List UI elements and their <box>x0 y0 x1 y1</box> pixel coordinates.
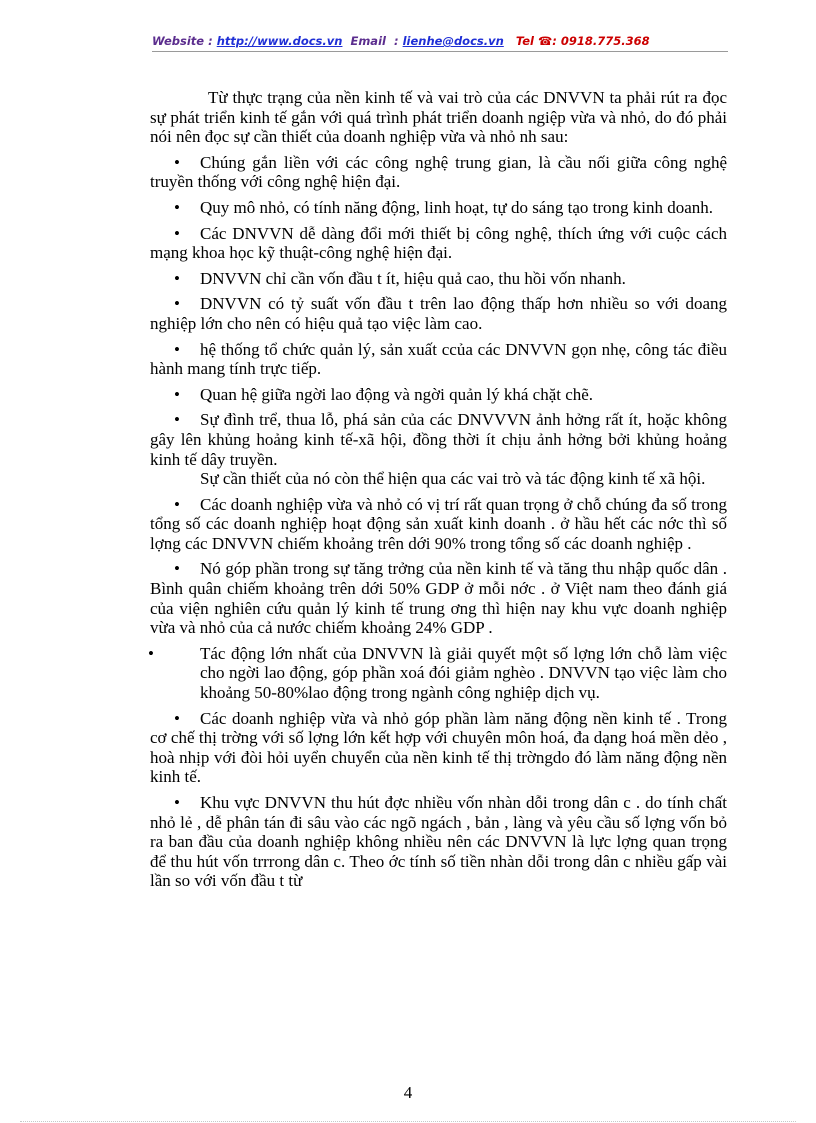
bullet-icon: • <box>174 223 180 243</box>
header-rule <box>152 51 728 52</box>
bullet-text: Các doanh nghiệp vừa và nhỏ có vị trí rất quan trọng ở chỗ chúng đa số trong tổng số các doanh nghiệp hoạt động sản xuất kinh doanh . ở hầu hết các nớc thì số lợng các DNVVN chiếm khoảng trên dới 90% trong tổng số các doanh nghiệp . <box>150 494 727 553</box>
bullet-text: Sự đình trể, thua lỗ, phá sản của các DNVVVN ảnh hởng rất ít, hoặc không gây lên khủng hoảng kinh tế-xã hội, đồng thời ít chịu ảnh hởng bởi khủng hoảng kinh tế dây truyền. <box>150 410 727 469</box>
email-link[interactable]: lienhe@docs.vn <box>402 34 504 48</box>
document-body <box>150 88 727 891</box>
bullet-item <box>150 153 727 192</box>
bullet-icon: • <box>174 708 180 728</box>
bullet-icon: • <box>174 339 180 359</box>
page-header <box>152 34 728 48</box>
tel-label: Tel <box>515 34 534 48</box>
bullet-text: DNVVN có tỷ suất vốn đầu t trên lao động thấp hơn nhiều so với doang nghiệp lớn cho nên có hiệu quả tạo việc làm cao. <box>150 294 727 333</box>
bullet-text: Quan hệ giữa ngời lao động và ngời quản lý khá chặt chẽ. <box>200 384 594 404</box>
bullet-text: Chúng gắn liền với các công nghệ trung gian, là cầu nối giữa công nghệ truyền thống với công nghệ hiện đại. <box>150 152 727 192</box>
mid-paragraph: Sự cần thiết của nó còn thể hiện qua các vai trò và tác động kinh tế xã hội. <box>200 469 706 489</box>
bullet-text: Nó góp phần trong sự tăng trởng của nền kinh tế và tăng thu nhập quốc dân . Bình quân chiếm khoảng trên dới 50% GDP ở mỗi nớc . ở Việt nam theo đánh giá của viện nghiên cứu quản lý kinh tế trung ơng thì hiện nay khu vực doanh nghiệp vừa và nhỏ của cả nước chiếm khoảng 24% GDP . <box>150 559 727 638</box>
bullet-item <box>150 385 727 405</box>
footer-rule <box>20 1121 796 1122</box>
bullet-icon: • <box>174 197 180 217</box>
bullet-item <box>150 198 727 218</box>
bullet-item <box>150 709 727 787</box>
email-label: Email <box>350 34 386 48</box>
bullet-item <box>150 269 727 289</box>
bullet-text: Tác động lớn nhất của DNVVN là giải quyết một số lợng lớn chỗ làm việc cho ngời lao động, góp phần xoá đói giảm nghèo . DNVVN tạo việc làm cho khoảng 50-80%lao động trong ngành công nghiệp dịch vụ. <box>200 643 727 703</box>
bullet-item <box>150 340 727 379</box>
page-number: 4 <box>403 1083 413 1102</box>
bullet-text: DNVVN chỉ cần vốn đầu t ít, hiệu quả cao, thu hồi vốn nhanh. <box>200 268 626 288</box>
email-separator: : <box>393 34 399 48</box>
intro-paragraph: Từ thực trạng của nền kinh tế và vai trò của các DNVVN ta phải rút ra đọc sự phát triển kinh tế gắn với quá trình phát triển doanh ngiệp vừa và nhỏ, do đó phải nói nên đọc sự cần thiết của doanh nghiệp vừa và nhỏ nh sau: <box>150 88 727 147</box>
website-label: Website : <box>152 34 213 48</box>
bullet-icon: • <box>174 494 180 514</box>
bullet-icon: • <box>174 410 180 430</box>
bullet-icon: • <box>174 559 180 579</box>
bullet-icon: • <box>174 152 180 172</box>
bullet-text: hệ thống tổ chức quản lý, sản xuất ccủa các DNVVN gọn nhẹ, công tác điều hành mang tính trực tiếp. <box>150 339 727 379</box>
bullet-item <box>150 294 727 333</box>
bullet-item <box>150 559 727 637</box>
bullet-icon: • <box>174 268 180 288</box>
bullet-icon: • <box>148 643 154 663</box>
bullet-item <box>150 793 727 891</box>
bullet-item <box>150 224 727 263</box>
bullet-text: Quy mô nhỏ, có tính năng động, linh hoạt, tự do sáng tạo trong kinh doanh. <box>200 197 714 217</box>
bullet-icon: • <box>174 294 180 314</box>
phone-icon: ☎ <box>537 34 553 48</box>
bullet-text: Khu vực DNVVN thu hút đợc nhiều vốn nhàn dỗi trong dân c . do tính chất nhỏ lẻ , dễ phân tán đi sâu vào các ngõ ngách , bản , làng và yêu cầu số lợng vốn bỏ ra ban đầu của doanh nghiệp không nhiều nên các DNVVN là lực lợng quan trọng để thu hút vốn trrrong dân c. Theo ớc tính số tiền nhàn dỗi trong dân c nhiều gấp vài lần so với vốn đầu t từ <box>150 793 727 891</box>
bullet-item <box>150 644 727 703</box>
bullet-item <box>150 495 727 554</box>
bullet-icon: • <box>174 793 180 812</box>
website-link[interactable]: http://www.docs.vn <box>216 34 343 48</box>
tel-number: : 0918.775.368 <box>552 34 650 48</box>
bullet-text: Các doanh nghiệp vừa và nhỏ góp phần làm năng động nền kinh tế . Trong cơ chế thị trờng với số lợng lớn kết hợp với chuyên môn hoá, đa dạng hoá mền dẻo , hoà nhịp với đòi hỏi uyển chuyển của nền kinh tế thị trờngdo đó làm năng động nền kinh tế. <box>150 708 727 787</box>
bullet-item <box>150 410 727 469</box>
bullet-icon: • <box>174 384 180 404</box>
bullet-text: Các DNVVN dễ dàng đổi mới thiết bị công nghệ, thích ứng với cuộc cách mạng khoa học kỹ thuật-công nghệ hiện đại. <box>150 223 727 263</box>
